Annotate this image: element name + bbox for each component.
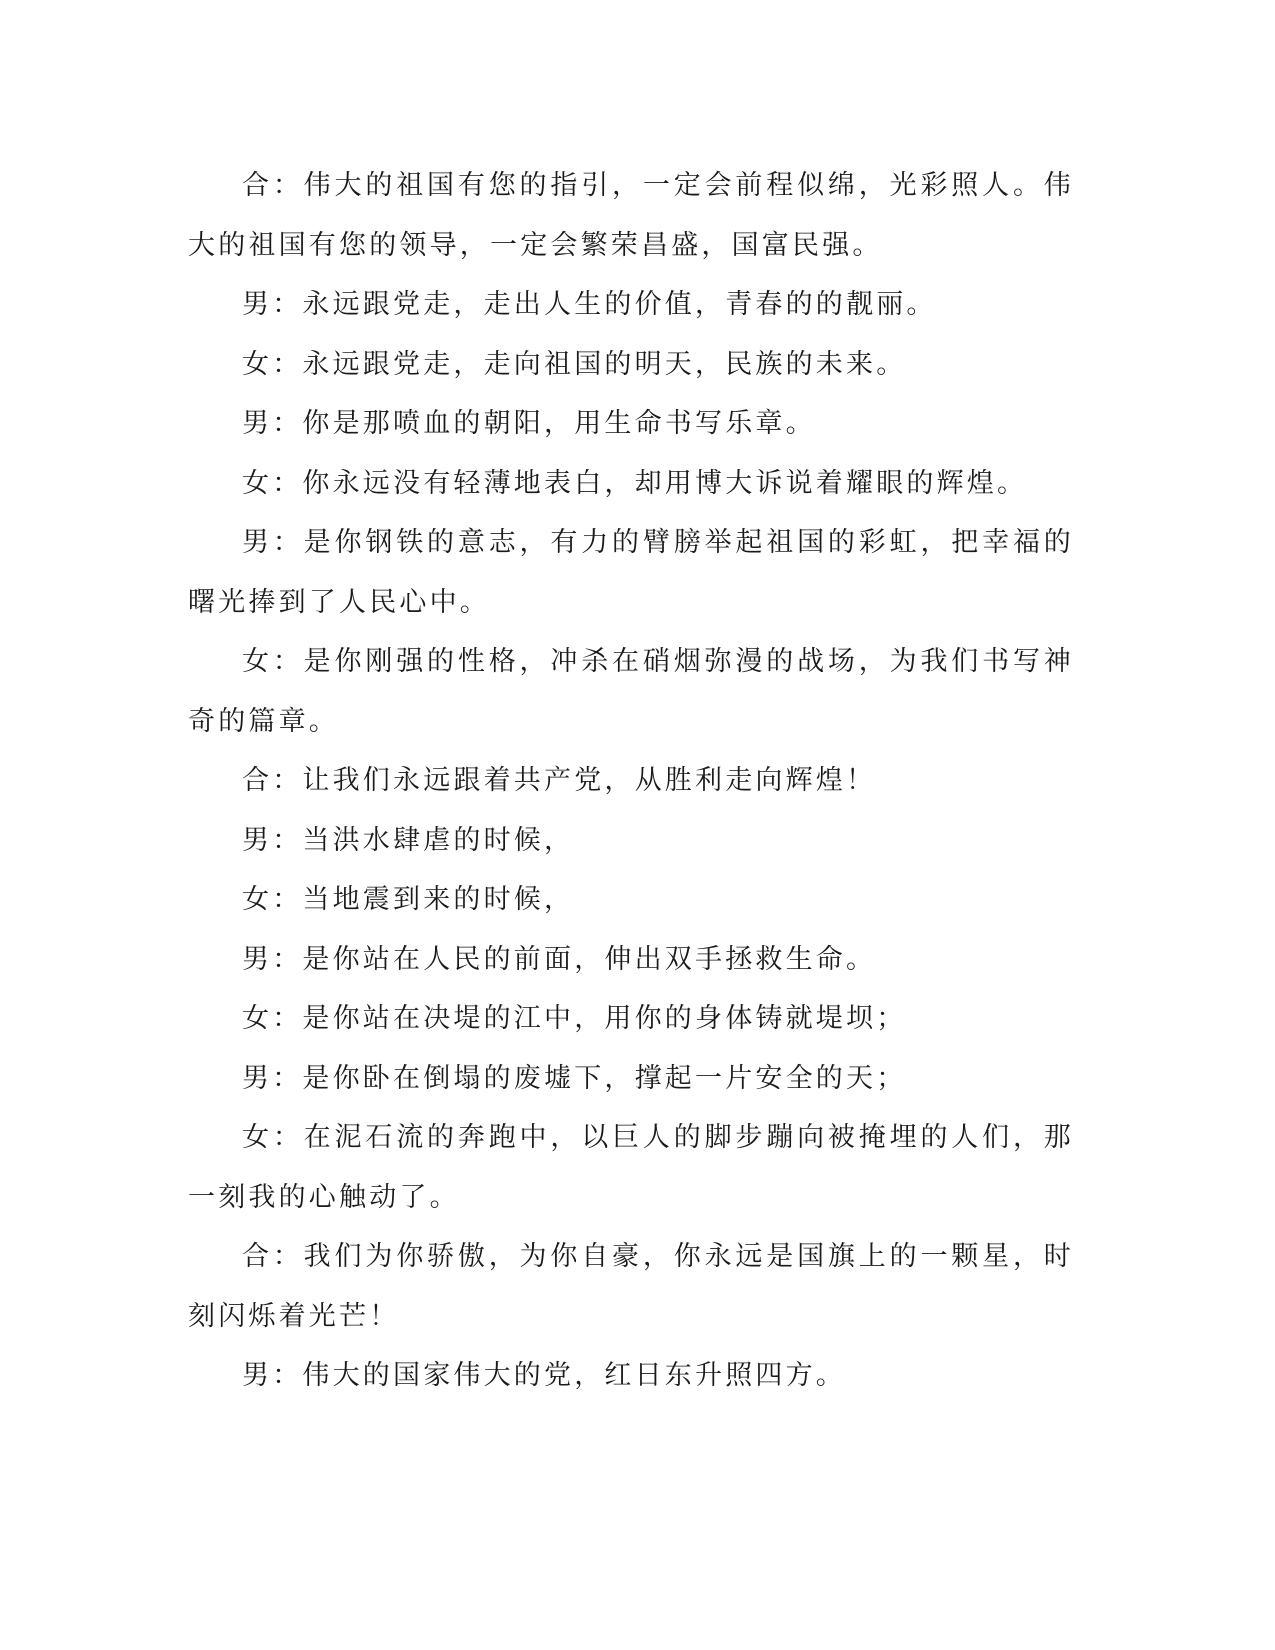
paragraph: 男：是你卧在倒塌的废墟下，撑起一片安全的天；: [242, 1062, 907, 1094]
paragraph: 合：我们为你骄傲，为你自豪，你永远是国旗上的一颗星，时刻闪烁着光芒！: [188, 1241, 1074, 1332]
paragraph: 女：在泥石流的奔跑中，以巨人的脚步蹦向被掩埋的人们，那一刻我的心触动了。: [188, 1122, 1074, 1213]
paragraph: 男：永远跟党走，走出人生的价值，青春的的靓丽。: [242, 289, 937, 320]
paragraph: 男：是你钢铁的意志，有力的臂膀举起祖国的彩虹，把幸福的曙光捧到了人民心中。: [188, 527, 1074, 618]
paragraph: 女：是你站在决堤的江中，用你的身体铸就堤坝；: [242, 1003, 907, 1034]
paragraph: 男：你是那喷血的朝阳，用生命书写乐章。: [242, 408, 816, 439]
paragraph: 合：让我们永远跟着共产党，从胜利走向辉煌！: [242, 765, 877, 796]
paragraph: 男：伟大的国家伟大的党，红日东升照四方。: [242, 1360, 846, 1391]
document-body: [188, 156, 1074, 1406]
paragraph: 女：永远跟党走，走向祖国的明天，民族的未来。: [242, 348, 907, 380]
paragraph: 男：当洪水肆虐的时候，: [242, 824, 575, 856]
paragraph: 男：是你站在人民的前面，伸出双手拯救生命。: [242, 943, 877, 975]
paragraph: 女：你永远没有轻薄地表白，却用博大诉说着耀眼的辉煌。: [242, 467, 1028, 499]
paragraph: 女：当地震到来的时候，: [242, 884, 575, 915]
paragraph: 女：是你刚强的性格，冲杀在硝烟弥漫的战场，为我们书写神奇的篇章。: [188, 646, 1074, 737]
paragraph: 合：伟大的祖国有您的指引，一定会前程似绵，光彩照人。伟大的祖国有您的领导，一定会繁荣昌盛，国富民强。: [188, 170, 1074, 261]
